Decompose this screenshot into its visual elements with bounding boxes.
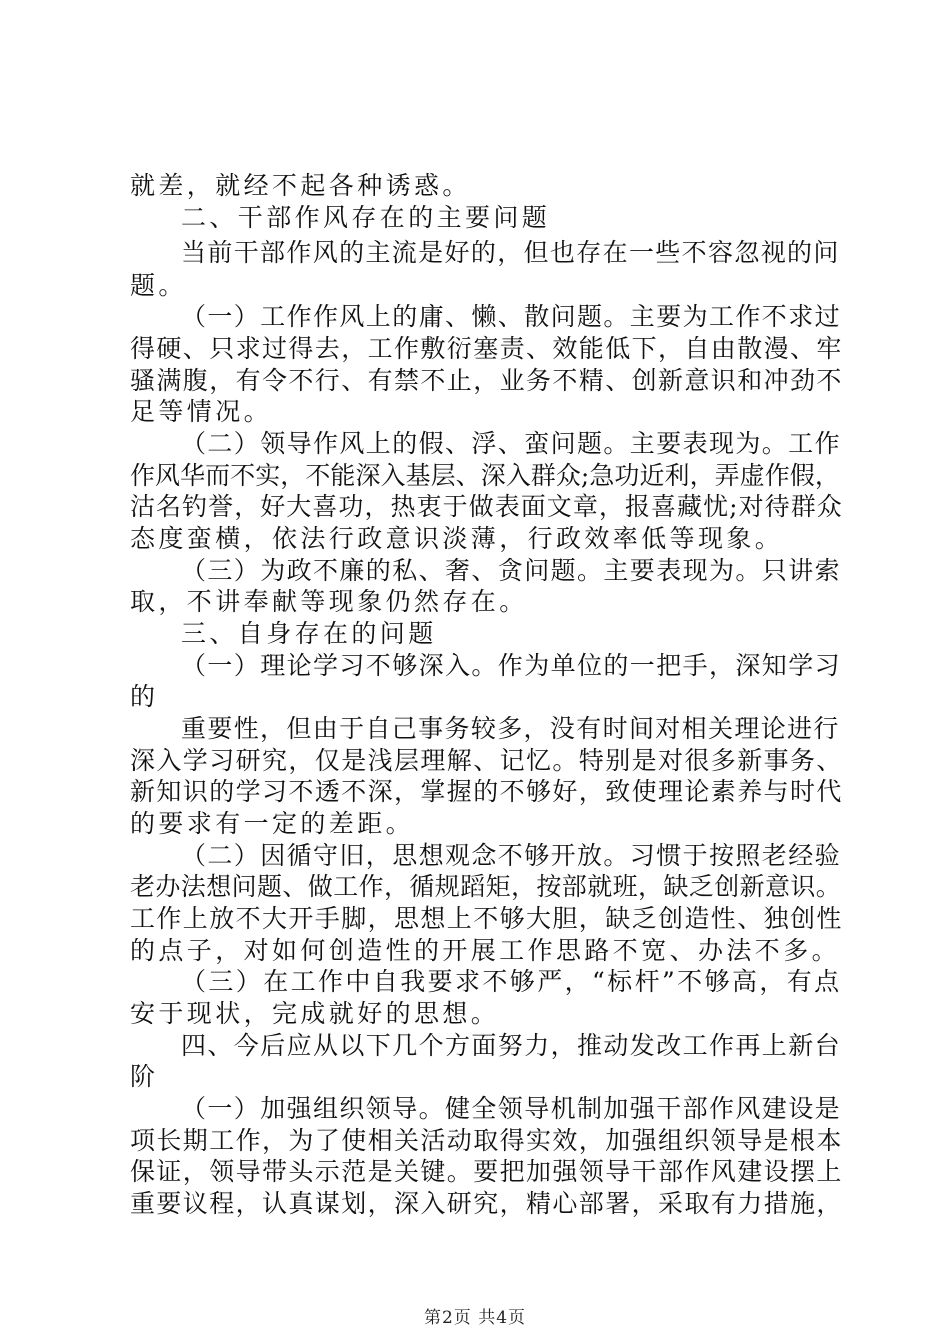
text-line: 工作上放不大开手脚，思想上不够大胆，缺乏创造性、独创性: [130, 904, 843, 933]
text-line: 题。: [130, 271, 187, 300]
section-heading: 三、自身存在的问题: [181, 619, 437, 648]
text-line: 的要求有一定的差距。: [130, 809, 415, 838]
text-line: 重要议程，认真谋划，深入研究，精心部署，采取有力措施，: [130, 1189, 843, 1218]
text-line: （二）因循守旧，思想观念不够开放。习惯于按照老经验: [181, 841, 842, 870]
text-line: 骚满腹，有令不行、有禁不止，业务不精、创新意识和冲劲不: [130, 366, 843, 395]
text-line: 保证，领导带头示范是关键。要把加强领导干部作风建设摆上: [130, 1157, 843, 1186]
text-line: 深入学习研究，仅是浅层理解、记忆。特别是对很多新事务、: [130, 746, 843, 775]
text-line: 老办法想问题、做工作，循规蹈矩，按部就班，缺乏创新意识。: [130, 872, 842, 901]
text-line: （三）在工作中自我要求不够严，“标杆”不够高，有点: [181, 967, 842, 996]
text-line: 阶: [130, 1062, 159, 1091]
section-heading: 二、干部作风存在的主要问题: [181, 203, 551, 232]
text-line: 就差，就经不起各种诱惑。: [130, 171, 471, 200]
text-line: 当前干部作风的主流是好的，但也存在一些不容忽视的问: [181, 238, 840, 267]
text-line: 态度蛮横，依法行政意识淡薄，行政效率低等现象。: [130, 524, 784, 553]
text-line: 沽名钓誉，好大喜功，热衷于做表面文章，报喜藏忧;对待群众: [130, 492, 843, 521]
text-line: 足等情况。: [130, 397, 273, 426]
text-line: （二）领导作风上的假、浮、蛮问题。主要表现为。工作: [181, 429, 842, 458]
text-line: 安于现状，完成就好的思想。: [130, 999, 500, 1028]
text-line: 得硬、只求过得去，工作敷衍塞责、效能低下，自由散漫、牢: [130, 334, 843, 363]
text-line: 取，不讲奉献等现象仍然存在。: [130, 587, 528, 616]
text-line: 的点子，对如何创造性的开展工作思路不宽、办法不多。: [130, 936, 841, 965]
text-line: 的: [130, 682, 159, 711]
text-line: （一）理论学习不够深入。作为单位的一把手，深知学习: [181, 651, 842, 680]
text-line: 作风华而不实，不能深入基层、深入群众;急功近利，弄虚作假，: [130, 461, 840, 490]
text-line: （一）工作作风上的庸、懒、散问题。主要为工作不求过: [181, 302, 842, 331]
text-line: 重要性，但由于自己事务较多，没有时间对相关理论进行: [181, 714, 840, 743]
section-heading: 四、今后应从以下几个方面努力，推动发改工作再上新台: [181, 1031, 842, 1060]
text-line: 项长期工作，为了使相关活动取得实效，加强组织领导是根本: [130, 1126, 843, 1155]
text-line: （一）加强组织领导。健全领导机制加强干部作风建设是: [181, 1094, 842, 1123]
text-line: （三）为政不廉的私、奢、贪问题。主要表现为。只讲索: [181, 556, 842, 585]
page-number-footer: 第2页 共4页: [423, 1308, 527, 1328]
text-line: 新知识的学习不透不深，掌握的不够好，致使理论素养与时代: [130, 777, 843, 806]
